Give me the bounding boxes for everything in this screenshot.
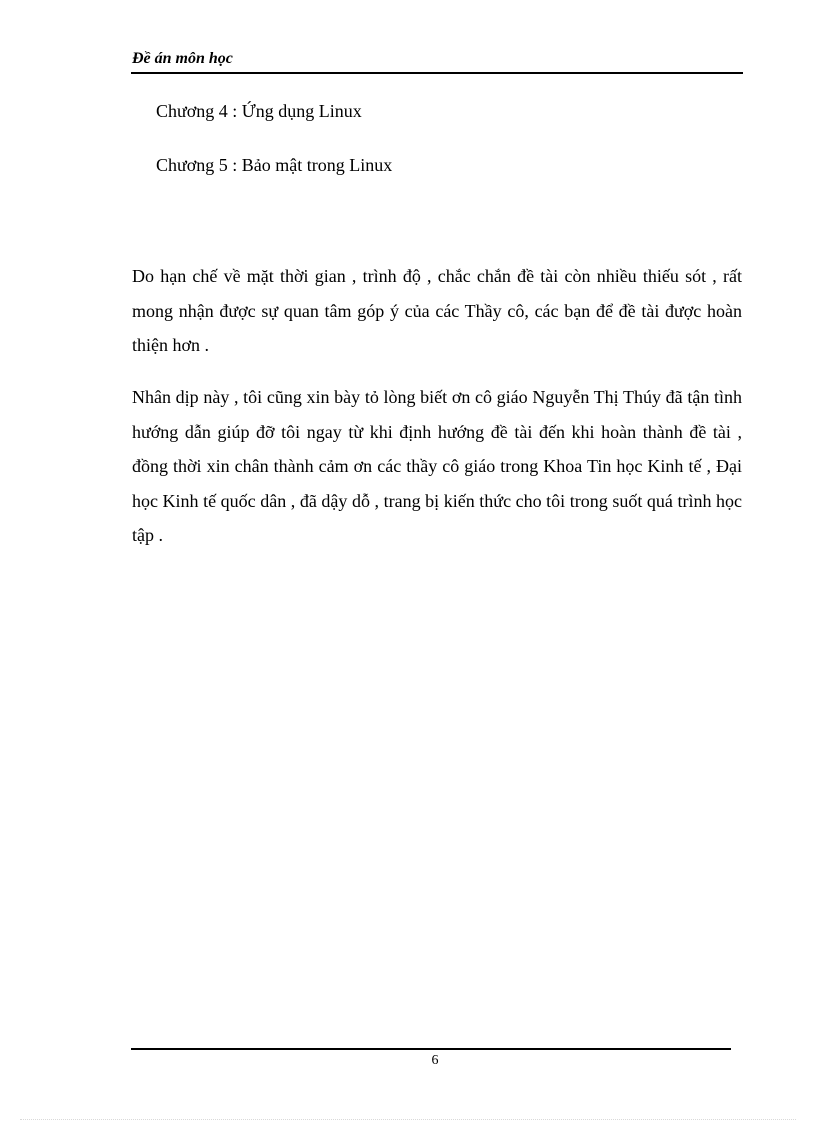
footer-divider [131, 1048, 731, 1050]
acknowledgement-paragraph: Nhân dịp này , tôi cũng xin bày tỏ lòng biết ơn cô giáo Nguyễn Thị Thúy đã tận tình hướng dẫn giúp đỡ tôi ngay từ khi định hướng đề tài đến khi hoàn thành đề tài , đồng thời xin chân thành cảm ơn các thầy cô giáo trong Khoa Tin học Kinh tế , Đại học Kinh tế quốc dân , đã dậy dỗ , trang bị kiến thức cho tôi trong suốt quá trình học tập . [132, 387, 742, 545]
chapter-5-line: Chương 5 : Bảo mật trong Linux [156, 155, 393, 175]
page-bottom-edge [20, 1119, 796, 1120]
chapter-4-line: Chương 4 : Ứng dụng Linux [156, 101, 362, 121]
page-number: 6 [431, 1053, 439, 1068]
limitations-paragraph: Do hạn chế về mặt thời gian , trình độ , chắc chắn đề tài còn nhiều thiếu sót , rất mong nhận được sự quan tâm góp ý của các Thầy cô, các bạn để đề tài được hoàn thiện hơn . [132, 266, 742, 355]
header-divider [131, 72, 743, 74]
running-header-title: Đề án môn học [132, 50, 233, 67]
